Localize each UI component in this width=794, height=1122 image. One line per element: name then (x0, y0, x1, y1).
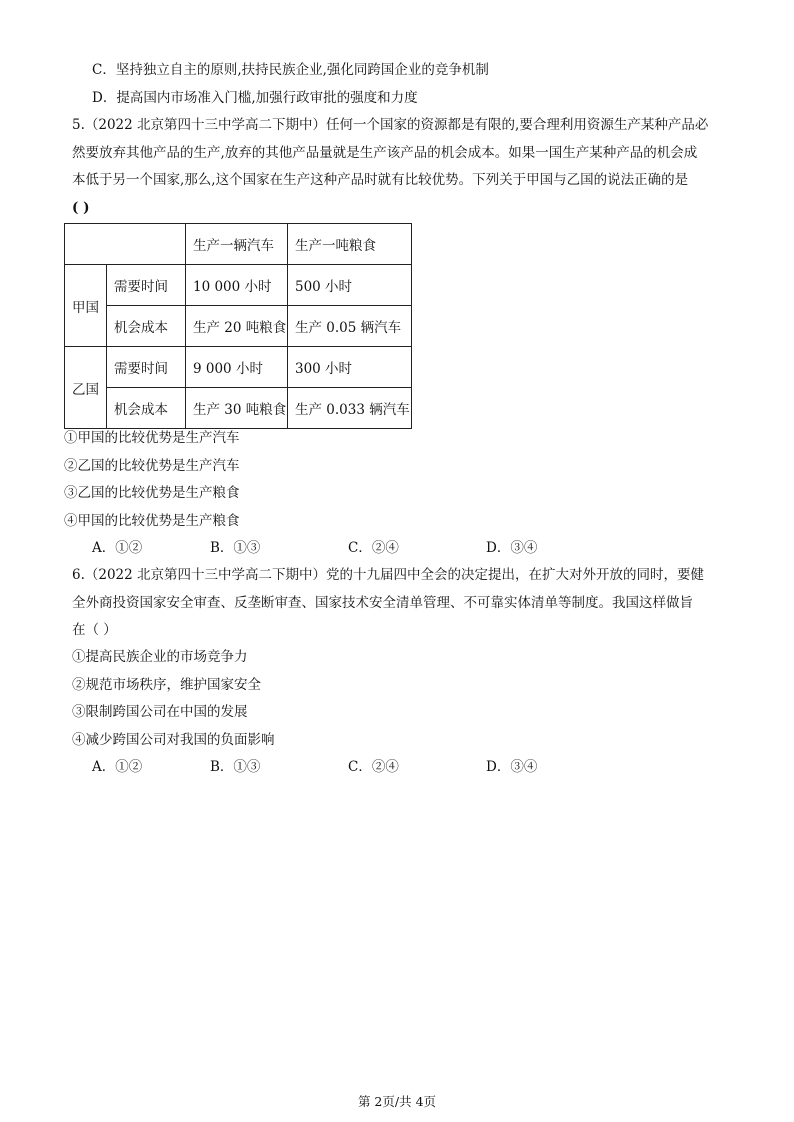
q5-item: ④甲国的比较优势是生产粮食 (64, 513, 240, 529)
q6-item: ①提高民族企业的市场竞争力 (72, 649, 248, 665)
q4-option-c: C．坚持独立自主的原则,扶持民族企业,强化同跨国企业的竞争机制 (92, 62, 489, 78)
table-value-cell: 生产 0.05 辆汽车 (288, 306, 412, 347)
q6-choice-c: C．②④ (348, 759, 399, 775)
q5-stem-line2: 然要放弃其他产品的生产,放弃的其他产品量就是生产该产品的机会成本。如果一国生产某种产品的机会成 (72, 145, 698, 161)
table-row (65, 306, 412, 347)
table-header-car: 生产一辆汽车 (186, 224, 288, 265)
q5-choice-d: D．③④ (486, 540, 538, 556)
q5-stem-line3: 本低于另一个国家,那么,这个国家在生产这种产品时就有比较优势。下列关于甲国与乙国的说法正确的是 (72, 172, 689, 188)
q5-choice-c: C．②④ (348, 540, 399, 556)
table-value-cell: 9 000 小时 (186, 347, 288, 388)
q6-stem-line2: 全外商投资国家安全审查、反垄断审查、国家技术安全清单管理、不可靠实体清单等制度。我国这样做旨 (72, 595, 693, 611)
q6-item: ③限制跨国公司在中国的发展 (72, 704, 248, 720)
q5-answer-bracket: ( ) (72, 200, 90, 216)
table-country-cell: 乙国 (65, 347, 107, 429)
table-metric-cell: 机会成本 (107, 388, 186, 429)
table-header-grain: 生产一吨粮食 (288, 224, 412, 265)
table-value-cell: 10 000 小时 (186, 265, 288, 306)
table-value-cell: 生产 30 吨粮食 (186, 388, 288, 429)
table-value-cell: 生产 0.033 辆汽车 (288, 388, 412, 429)
table-corner-cell (65, 224, 186, 265)
table-country-cell: 甲国 (65, 265, 107, 347)
q5-choice-a: A．①② (92, 540, 143, 556)
table-value-cell: 生产 20 吨粮食 (186, 306, 288, 347)
table-metric-cell: 需要时间 (107, 265, 186, 306)
table-row (65, 388, 412, 429)
q6-choice-b: B．①③ (210, 759, 261, 775)
table-metric-cell: 机会成本 (107, 306, 186, 347)
q6-choice-d: D．③④ (486, 759, 538, 775)
q5-stem-line1: 5.（2022 北京第四十三中学高二下期中）任何一个国家的资源都是有限的,要合理利用资源生产某种产品必 (72, 117, 709, 133)
q5-item: ②乙国的比较优势是生产汽车 (64, 458, 240, 474)
table-value-cell: 500 小时 (288, 265, 412, 306)
q4-option-d: D．提高国内市场准入门槛,加强行政审批的强度和力度 (92, 90, 418, 106)
table-row (65, 347, 412, 388)
page-footer: 第 2页/共 4页 (357, 1094, 437, 1109)
q6-item: ④减少跨国公司对我国的负面影响 (72, 732, 275, 748)
q5-choice-b: B．①③ (210, 540, 261, 556)
q5-comparison-table (64, 223, 412, 429)
q5-item: ①甲国的比较优势是生产汽车 (64, 430, 240, 446)
q6-stem-line3: 在（ ） (72, 622, 117, 638)
table-value-cell: 300 小时 (288, 347, 412, 388)
q6-stem-line1: 6.（2022 北京第四十三中学高二下期中）党的十九届四中全会的决定提出，在扩大对外开放的同时，要健 (72, 567, 705, 583)
q5-item: ③乙国的比较优势是生产粮食 (64, 485, 240, 501)
table-header-row (65, 224, 412, 265)
table-row (65, 265, 412, 306)
table-metric-cell: 需要时间 (107, 347, 186, 388)
q6-item: ②规范市场秩序，维护国家安全 (72, 677, 261, 693)
q6-choice-a: A．①② (92, 759, 143, 775)
